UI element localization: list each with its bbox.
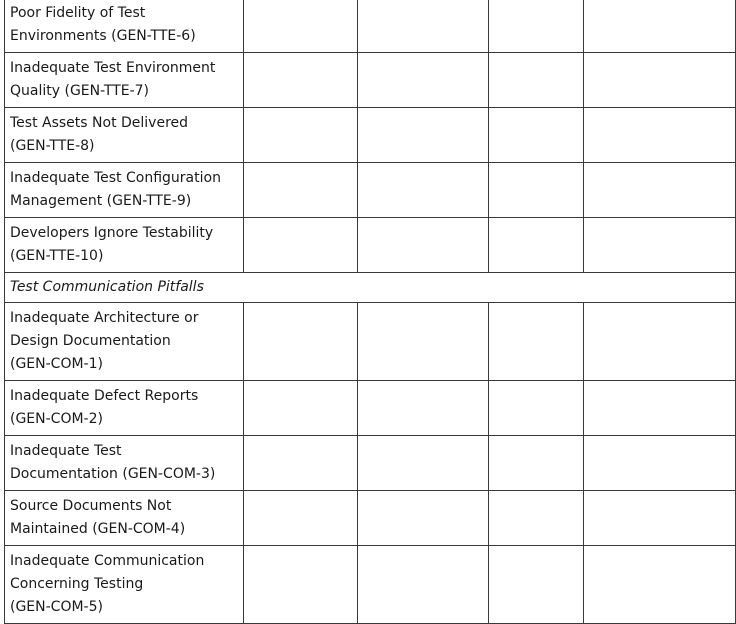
empty-cell	[584, 491, 736, 546]
empty-cell	[584, 381, 736, 436]
empty-cell	[358, 53, 489, 108]
empty-cell	[489, 546, 584, 624]
empty-cell	[584, 53, 736, 108]
pitfall-name-line: (GEN-COM-5)	[10, 599, 103, 615]
empty-cell	[584, 163, 736, 218]
category-row	[5, 273, 736, 303]
pitfall-name-line: Inadequate Test	[10, 443, 122, 459]
empty-cell	[244, 0, 358, 53]
empty-cell	[244, 491, 358, 546]
pitfall-name-line: Developers Ignore Testability	[10, 225, 214, 241]
empty-cell	[358, 303, 489, 381]
pitfall-name-line: Quality (GEN-TTE-7)	[10, 83, 149, 99]
pitfall-name-line: Concerning Testing	[10, 576, 144, 592]
empty-cell	[358, 491, 489, 546]
empty-cell	[584, 218, 736, 273]
pitfall-name-line: Source Documents Not	[10, 498, 172, 514]
pitfall-name-line: (GEN-TTE-10)	[10, 248, 104, 264]
pitfall-name-line: Maintained (GEN-COM-4)	[10, 521, 186, 537]
empty-cell	[358, 436, 489, 491]
pitfall-name-line: Inadequate Defect Reports	[10, 388, 199, 404]
empty-cell	[244, 218, 358, 273]
empty-cell	[358, 108, 489, 163]
pitfall-name-line: Design Documentation	[10, 333, 171, 349]
empty-cell	[584, 546, 736, 624]
table-row	[5, 218, 736, 273]
pitfall-name-cell	[5, 218, 244, 273]
pitfall-name-cell	[5, 108, 244, 163]
empty-cell	[244, 53, 358, 108]
empty-cell	[584, 108, 736, 163]
table-row	[5, 108, 736, 163]
pitfall-name-line: Inadequate Architecture or	[10, 310, 199, 326]
table-row	[5, 381, 736, 436]
pitfall-name-line: Inadequate Test Configuration	[10, 170, 221, 186]
empty-cell	[489, 218, 584, 273]
category-heading: Test Communication Pitfalls	[5, 273, 736, 303]
pitfall-name-line: Environments (GEN-TTE-6)	[10, 28, 196, 44]
pitfall-name-cell	[5, 436, 244, 491]
pitfall-name-cell	[5, 303, 244, 381]
empty-cell	[584, 436, 736, 491]
empty-cell	[244, 546, 358, 624]
pitfall-name-line: Documentation (GEN-COM-3)	[10, 466, 216, 482]
table-row	[5, 0, 736, 53]
empty-cell	[489, 491, 584, 546]
empty-cell	[489, 436, 584, 491]
empty-cell	[584, 303, 736, 381]
pitfall-name-line: (GEN-TTE-8)	[10, 138, 95, 154]
pitfall-name-cell	[5, 491, 244, 546]
pitfall-name-cell	[5, 53, 244, 108]
empty-cell	[358, 218, 489, 273]
pitfall-name-cell	[5, 381, 244, 436]
pitfall-name-line: Poor Fidelity of Test	[10, 5, 146, 21]
pitfall-name-line: Inadequate Test Environment	[10, 60, 216, 76]
empty-cell	[489, 163, 584, 218]
empty-cell	[244, 163, 358, 218]
empty-cell	[584, 0, 736, 53]
table-row	[5, 491, 736, 546]
table-row	[5, 546, 736, 624]
pitfall-name-line: Inadequate Communication	[10, 553, 205, 569]
empty-cell	[358, 546, 489, 624]
empty-cell	[489, 108, 584, 163]
empty-cell	[358, 163, 489, 218]
table-row	[5, 53, 736, 108]
pitfalls-table	[4, 0, 736, 624]
empty-cell	[489, 303, 584, 381]
empty-cell	[489, 381, 584, 436]
empty-cell	[489, 53, 584, 108]
empty-cell	[358, 381, 489, 436]
empty-cell	[244, 108, 358, 163]
table-row	[5, 303, 736, 381]
empty-cell	[244, 303, 358, 381]
pitfall-name-line: Management (GEN-TTE-9)	[10, 193, 192, 209]
empty-cell	[489, 0, 584, 53]
table-row	[5, 436, 736, 491]
empty-cell	[244, 436, 358, 491]
pitfall-name-line: (GEN-COM-1)	[10, 356, 103, 372]
pitfall-name-cell	[5, 546, 244, 624]
pitfall-name-cell	[5, 163, 244, 218]
pitfall-name-line: (GEN-COM-2)	[10, 411, 103, 427]
empty-cell	[358, 0, 489, 53]
pitfall-name-cell	[5, 0, 244, 53]
pitfall-name-line: Test Assets Not Delivered	[10, 115, 189, 131]
table-row	[5, 163, 736, 218]
empty-cell	[244, 381, 358, 436]
